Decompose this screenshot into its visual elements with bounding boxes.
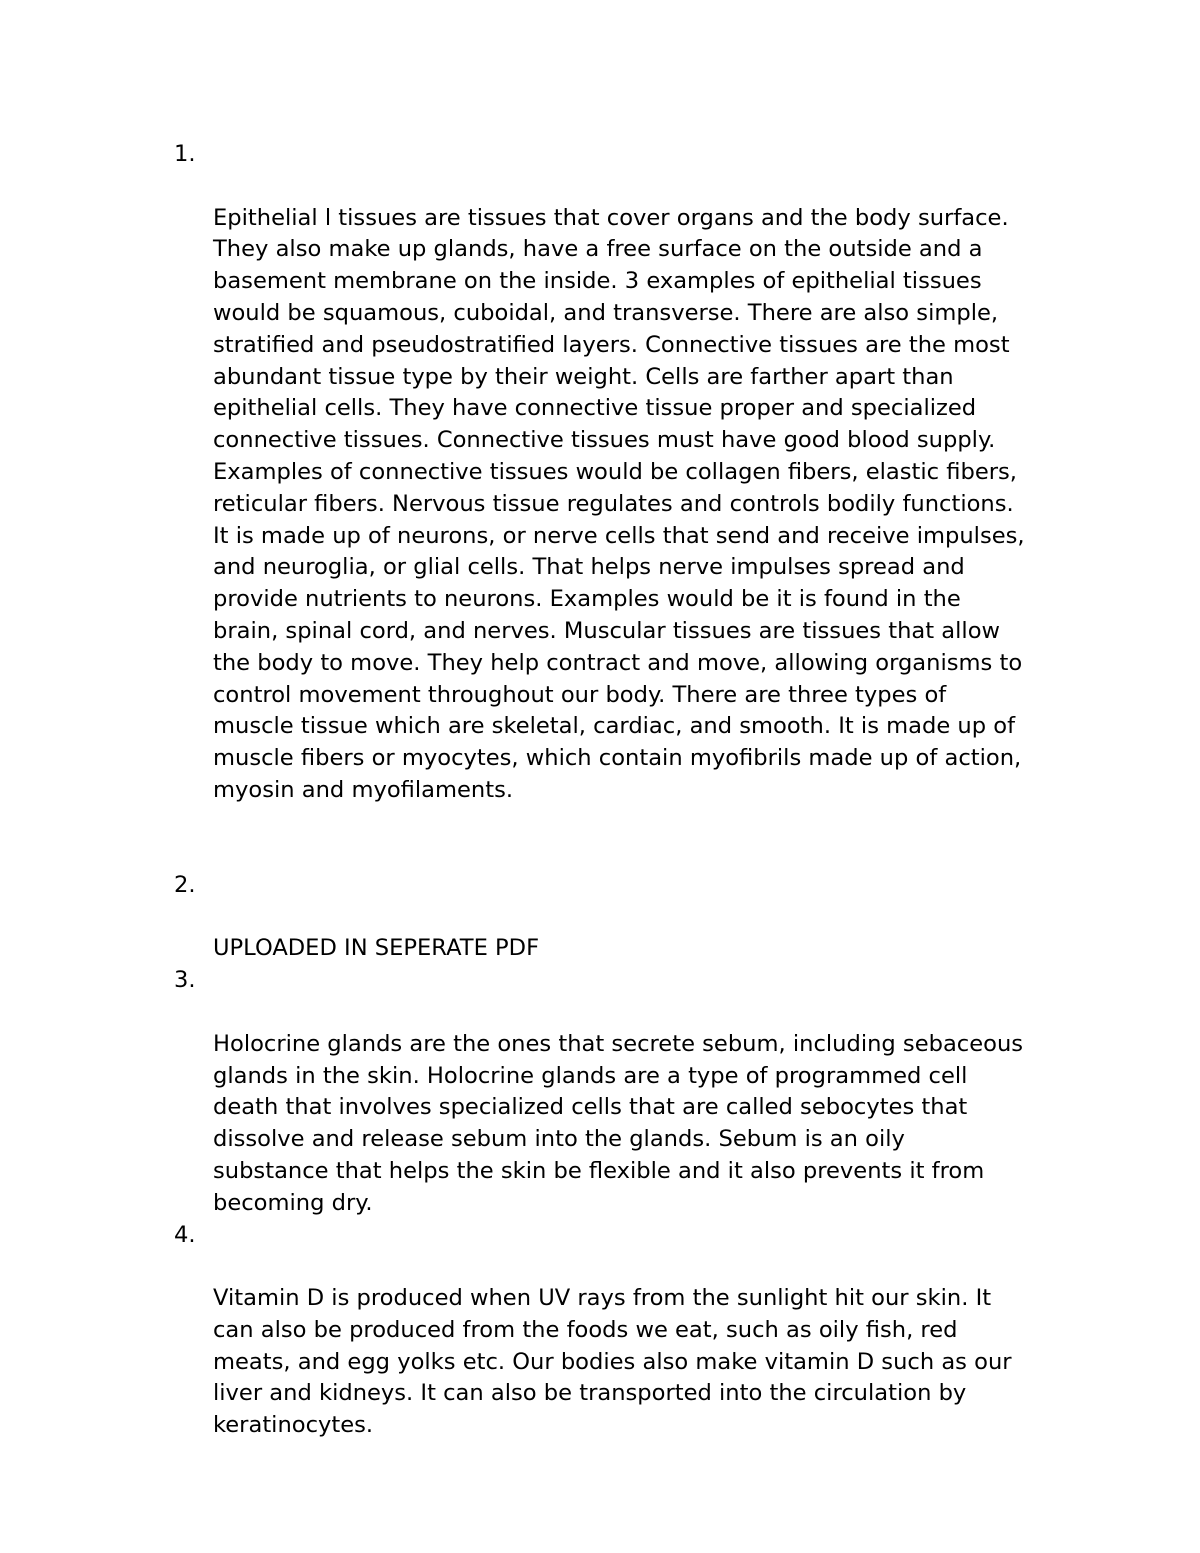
list-number: 2.: [174, 871, 196, 898]
list-item-text: Epithelial l tissues are tissues that cover organs and the body surface. They also make up glands, have a free surface on the outside and a basement membrane on the inside. 3 examples of epithelial tissues would be squamous, cuboidal, and transverse. There are also simple, stratified and pseudostratified layers. Connective tissues are the most abundant tissue type by their weight. Cells are farther apart than epithelial cells. They have connective tissue proper and specialized connective tissues. Connective tissues must have good blood supply. Examples of connective tissues would be collagen fibers, elastic fibers, reticular fibers. Nervous tissue regulates and controls bodily functions. It is made up of neurons, or nerve cells that send and receive impulses, and neuroglia, or glial cells. That helps nerve impulses spread and provide nutrients to neurons. Examples would be it is found in the brain, spinal cord, and nerves. Muscular tissues are tissues that allow the body to move. They help contract and move, allowing organisms to control movement throughout our body. There are three types of muscle tissue which are skeletal, cardiac, and smooth. It is made up of muscle fibers or myocytes, which contain myofibrils made up of action, myosin and myofilaments.: [213, 204, 1025, 803]
numbered-list: [174, 139, 1074, 1442]
list-item-1: [174, 139, 1074, 807]
list-item-2: [174, 870, 1074, 965]
paragraph-spacer: [174, 807, 1074, 870]
list-item-3: [174, 965, 1074, 1219]
list-number: 3.: [174, 967, 196, 994]
list-number: 1.: [174, 141, 196, 167]
list-number: 4.: [174, 1221, 196, 1248]
list-item-text: UPLOADED IN SEPERATE PDF: [213, 935, 540, 962]
list-item-text: Holocrine glands are the ones that secrete sebum, including sebaceous glands in the skin. Holocrine glands are a type of programmed cell death that involves specialized cells that are called sebocytes that dissolve and release sebum into the glands. Sebum is an oily substance that helps the skin be flexible and it also prevents it from becoming dry.: [213, 1030, 1024, 1216]
list-item-4: [174, 1220, 1074, 1443]
list-item-text: Vitamin D is produced when UV rays from the sunlight hit our skin. It can also be produced from the foods we eat, such as oily fish, red meats, and egg yolks etc. Our bodies also make vitamin D such as our liver and kidneys. It can also be transported into the circulation by keratinocytes.: [213, 1285, 1012, 1439]
